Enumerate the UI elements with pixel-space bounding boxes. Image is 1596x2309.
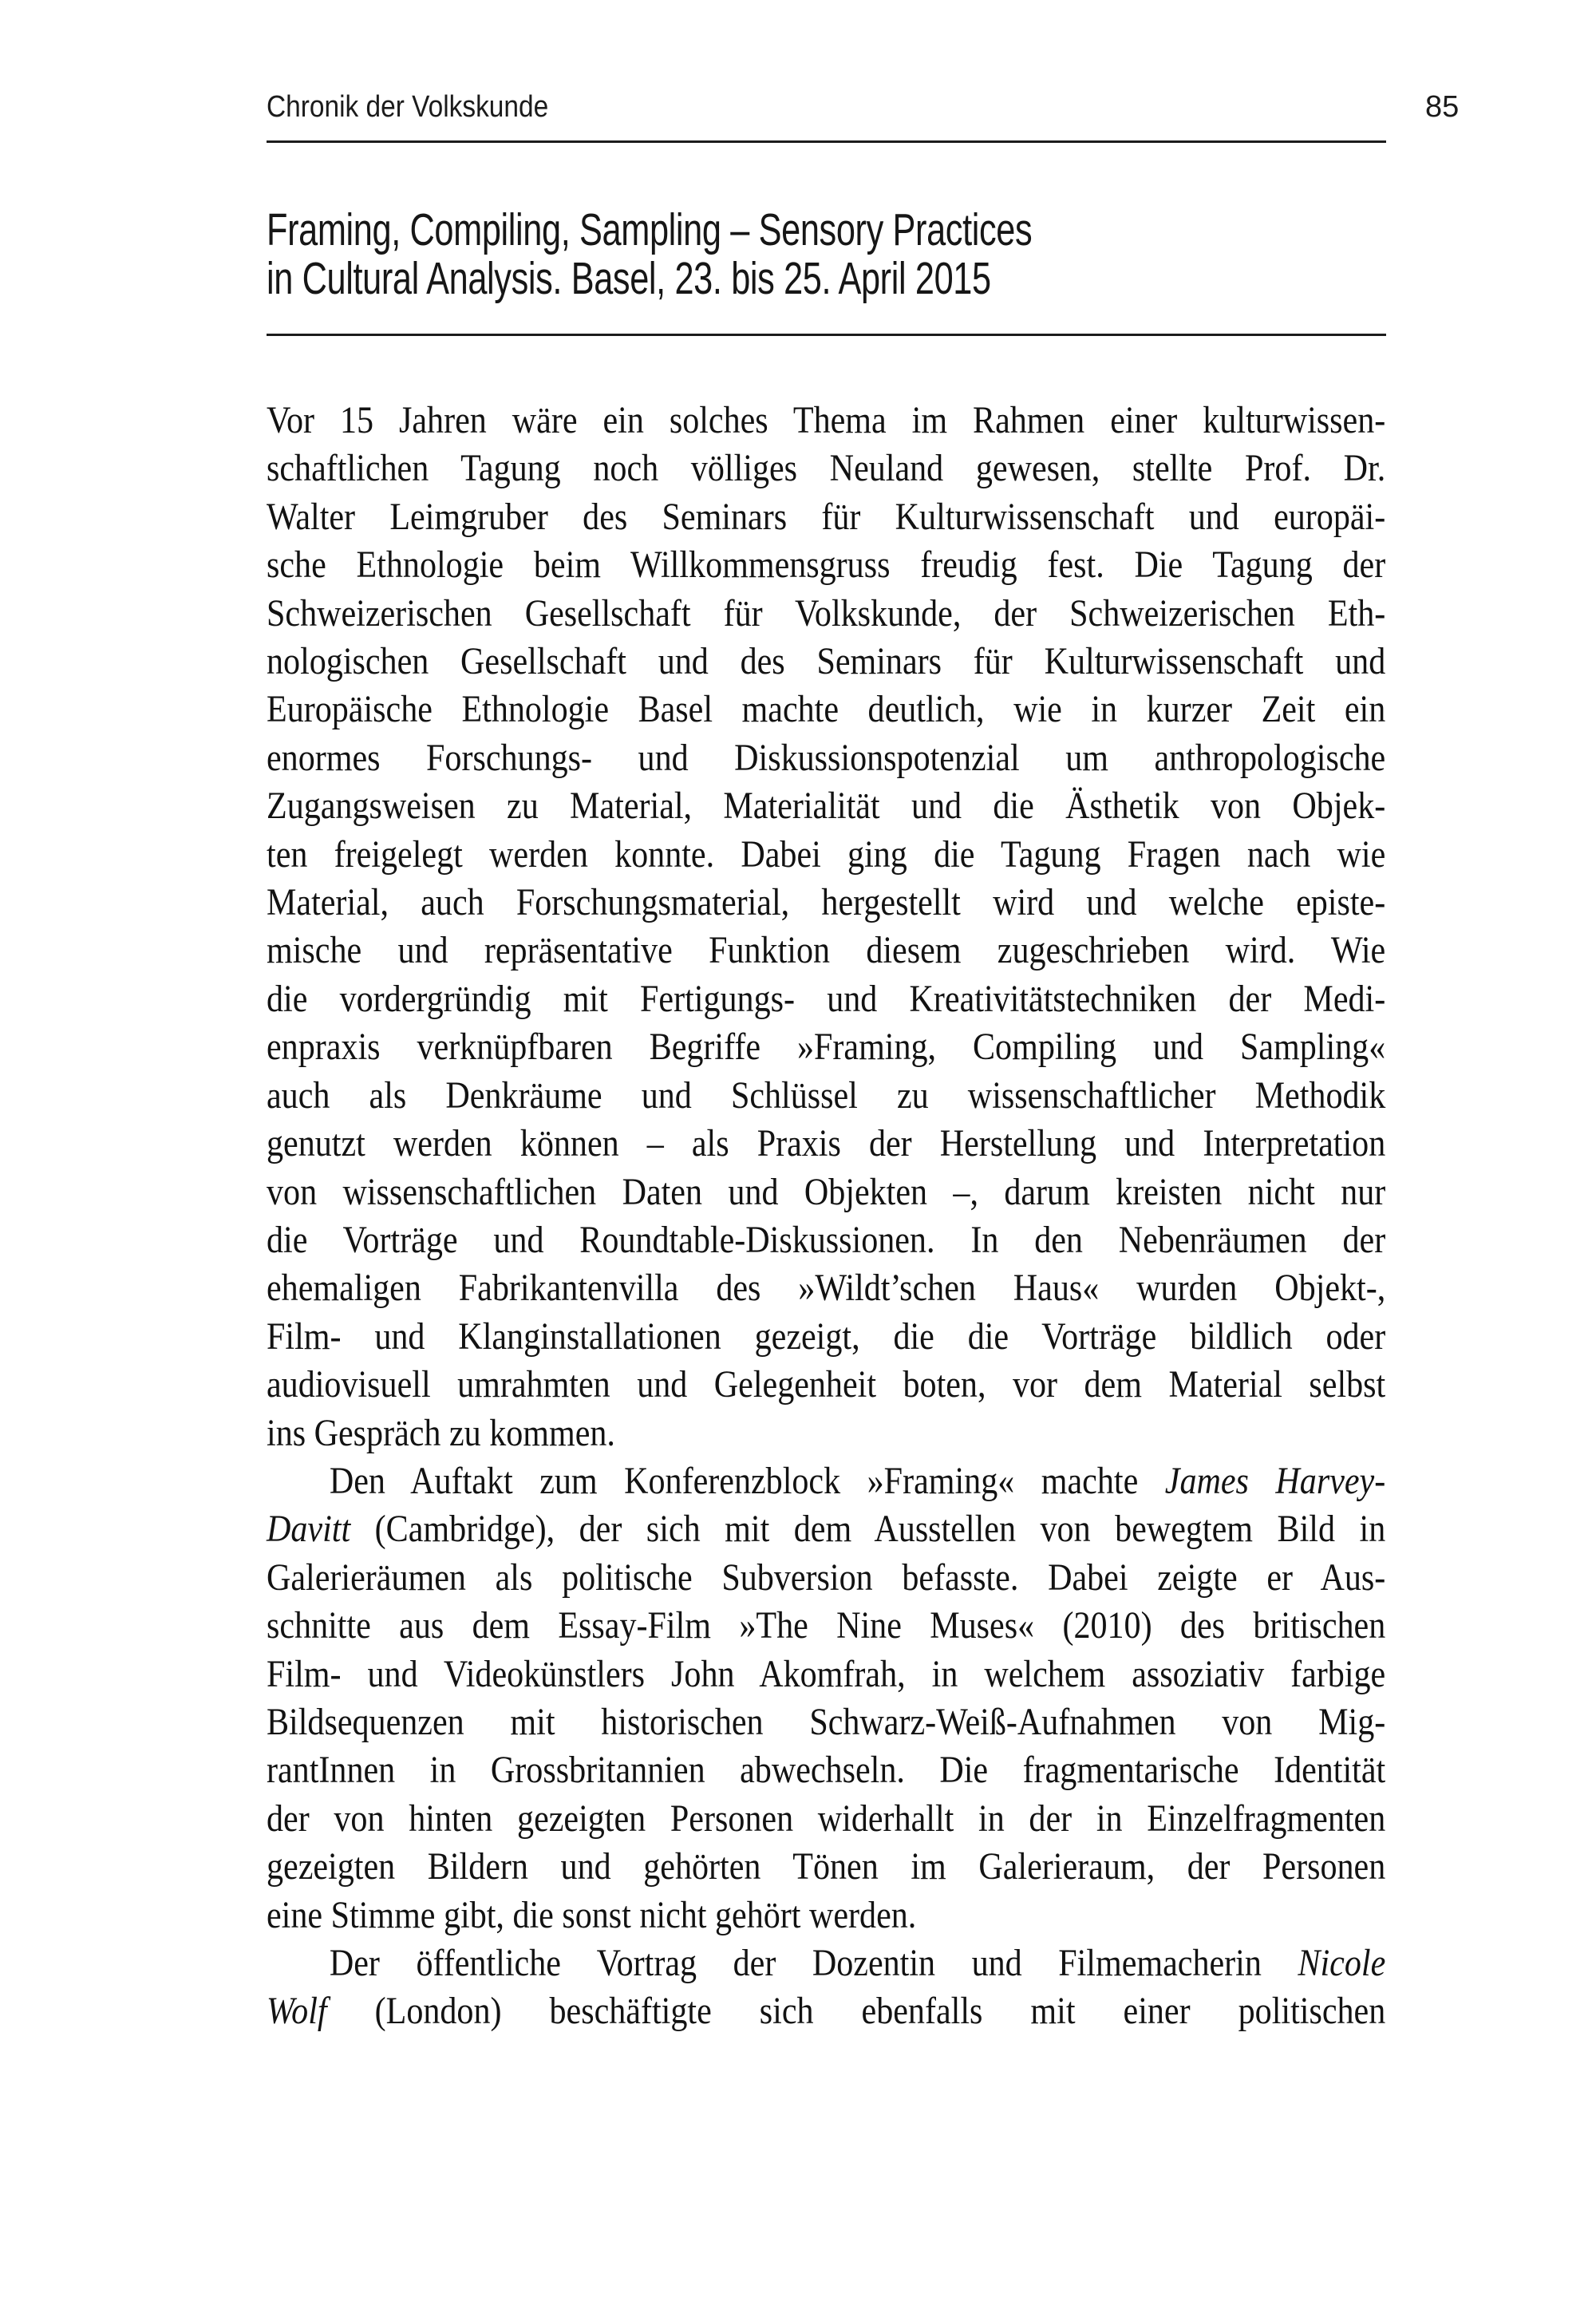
body-text: Vor 15 Jahren wäre ein solches Thema im Rahmen einer kulturwissen- (267, 399, 1386, 441)
body-line (267, 1120, 1385, 1168)
body-text: schnitte aus dem Essay-Film »The Nine Muses« (2010) des britischen (267, 1604, 1386, 1647)
body-text: mische und repräsentative Funktion diesem zugeschrieben wird. Wie (267, 929, 1386, 972)
body-text: Bildsequenzen mit historischen Schwarz-Weiß-Aufnahmen von Mig- (267, 1700, 1386, 1743)
running-header-title: Chronik der Volkskunde (267, 90, 549, 124)
body-text: die vordergründig mit Fertigungs- und Kreativitätstechniken der Medi- (267, 977, 1386, 1020)
body-text: (London) beschäftigte sich ebenfalls mit einer politischen (326, 1990, 1386, 2033)
body-line (267, 1746, 1385, 1794)
body-text: Europäische Ethnologie Basel machte deutlich, wie in kurzer Zeit ein (267, 688, 1386, 731)
body-text: ehemaligen Fabrikantenvilla des »Wildt’schen Haus« wurden Objekt-, (267, 1267, 1386, 1310)
body-text-italic: Wolf (267, 1990, 327, 2033)
article-body (267, 397, 1385, 2036)
body-line (267, 1313, 1385, 1361)
body-line (267, 1939, 1385, 1987)
body-text: Film- und Videokünstlers John Akomfrah, in welchem assoziativ farbige (267, 1652, 1386, 1695)
body-text: Der öffentliche Vortrag der Dozentin und Filmemacherin (329, 1942, 1298, 1984)
body-text: die Vorträge und Roundtable-Diskussionen. In den Nebenräumen der (267, 1218, 1386, 1261)
body-text: Den Auftakt zum Konferenzblock »Framing« machte (329, 1459, 1165, 1502)
body-line (267, 1216, 1385, 1264)
body-text: Zugangsweisen zu Material, Materialität und die Ästhetik von Objek- (267, 785, 1386, 828)
body-text: genutzt werden können – als Praxis der Herstellung und Interpretation (267, 1122, 1386, 1165)
body-text: auch als Denkräume und Schlüssel zu wissenschaftlicher Methodik (267, 1073, 1386, 1117)
body-text: ten freigelegt werden konnte. Dabei ging die Tagung Fragen nach wie (267, 832, 1386, 876)
body-line (267, 1457, 1385, 1505)
body-line (267, 1795, 1385, 1843)
body-text: der von hinten gezeigten Personen widerhallt in der in Einzelfragmenten (267, 1797, 1386, 1840)
body-line (267, 590, 1385, 638)
body-text: rantInnen in Grossbritannien abwechseln. Die fragmentarische Identität (267, 1749, 1386, 1792)
body-text: (Cambridge), der sich mit dem Ausstellen von bewegtem Bild in (350, 1508, 1386, 1551)
body-line (267, 1505, 1385, 1553)
body-text: gezeigten Bildern und gehörten Tönen im Galerieraum, der Personen (267, 1845, 1386, 1888)
body-line (267, 541, 1385, 589)
header-rule (267, 140, 1386, 143)
body-text: eine Stimme gibt, die sonst nicht gehört werden. (267, 1893, 917, 1936)
body-text: Film- und Klanginstallationen gezeigt, die die Vorträge bildlich oder (267, 1315, 1386, 1358)
body-line (267, 1361, 1385, 1409)
body-line (267, 397, 1385, 445)
body-line (267, 686, 1385, 733)
body-line (267, 638, 1385, 686)
body-text: Walter Leimgruber des Seminars für Kulturwissenschaft und europäi- (267, 495, 1386, 538)
body-line (267, 1023, 1385, 1071)
article-title (267, 206, 1032, 303)
body-line (267, 493, 1385, 541)
body-line (267, 1602, 1385, 1650)
body-line (267, 975, 1385, 1023)
body-text: Material, auch Forschungsmaterial, hergestellt wird und welche episte- (267, 881, 1386, 924)
body-line (267, 1892, 1385, 1939)
body-line (267, 879, 1385, 927)
body-text: enormes Forschungs- und Diskussionspotenzial um anthropologische (267, 736, 1386, 779)
body-line (267, 1698, 1385, 1746)
body-text-italic: Nicole (1298, 1942, 1386, 1984)
body-line (267, 831, 1385, 879)
body-text: Galerieräumen als politische Subversion befasste. Dabei zeigte er Aus- (267, 1556, 1386, 1599)
body-text-italic: James Harvey- (1164, 1459, 1386, 1502)
body-line (267, 445, 1385, 492)
body-line (267, 1168, 1385, 1216)
body-line (267, 1843, 1385, 1891)
body-line (267, 782, 1385, 830)
body-text: audiovisuell umrahmten und Gelegenheit boten, vor dem Material selbst (267, 1363, 1386, 1406)
body-text: ins Gespräch zu kommen. (267, 1411, 615, 1454)
body-text: nologischen Gesellschaft und des Seminars für Kulturwissenschaft und (267, 640, 1386, 683)
body-text: Schweizerischen Gesellschaft für Volkskunde, der Schweizerischen Eth- (267, 591, 1386, 635)
body-text: sche Ethnologie beim Willkommensgruss freudig fest. Die Tagung der (267, 544, 1386, 587)
body-text-italic: Davitt (267, 1508, 351, 1551)
body-line (267, 1554, 1385, 1602)
body-line (267, 734, 1385, 782)
body-line (267, 1987, 1385, 2035)
title-rule (267, 334, 1386, 336)
body-text: schaftlichen Tagung noch völliges Neuland gewesen, stellte Prof. Dr. (267, 447, 1386, 490)
body-text: von wissenschaftlichen Daten und Objekten –, darum kreisten nicht nur (267, 1170, 1386, 1213)
article-title-line-2: in Cultural Analysis. Basel, 23. bis 25. April 2015 (267, 253, 991, 304)
body-line (267, 1651, 1385, 1698)
body-line (267, 1264, 1385, 1312)
article-title-line-1: Framing, Compiling, Sampling – Sensory Practices (267, 204, 1033, 255)
body-line (267, 1410, 1385, 1457)
page-number: 85 (1425, 90, 1460, 124)
body-text: enpraxis verknüpfbaren Begriffe »Framing, Compiling und Sampling« (267, 1026, 1386, 1069)
body-line (267, 927, 1385, 975)
body-line (267, 1072, 1385, 1120)
